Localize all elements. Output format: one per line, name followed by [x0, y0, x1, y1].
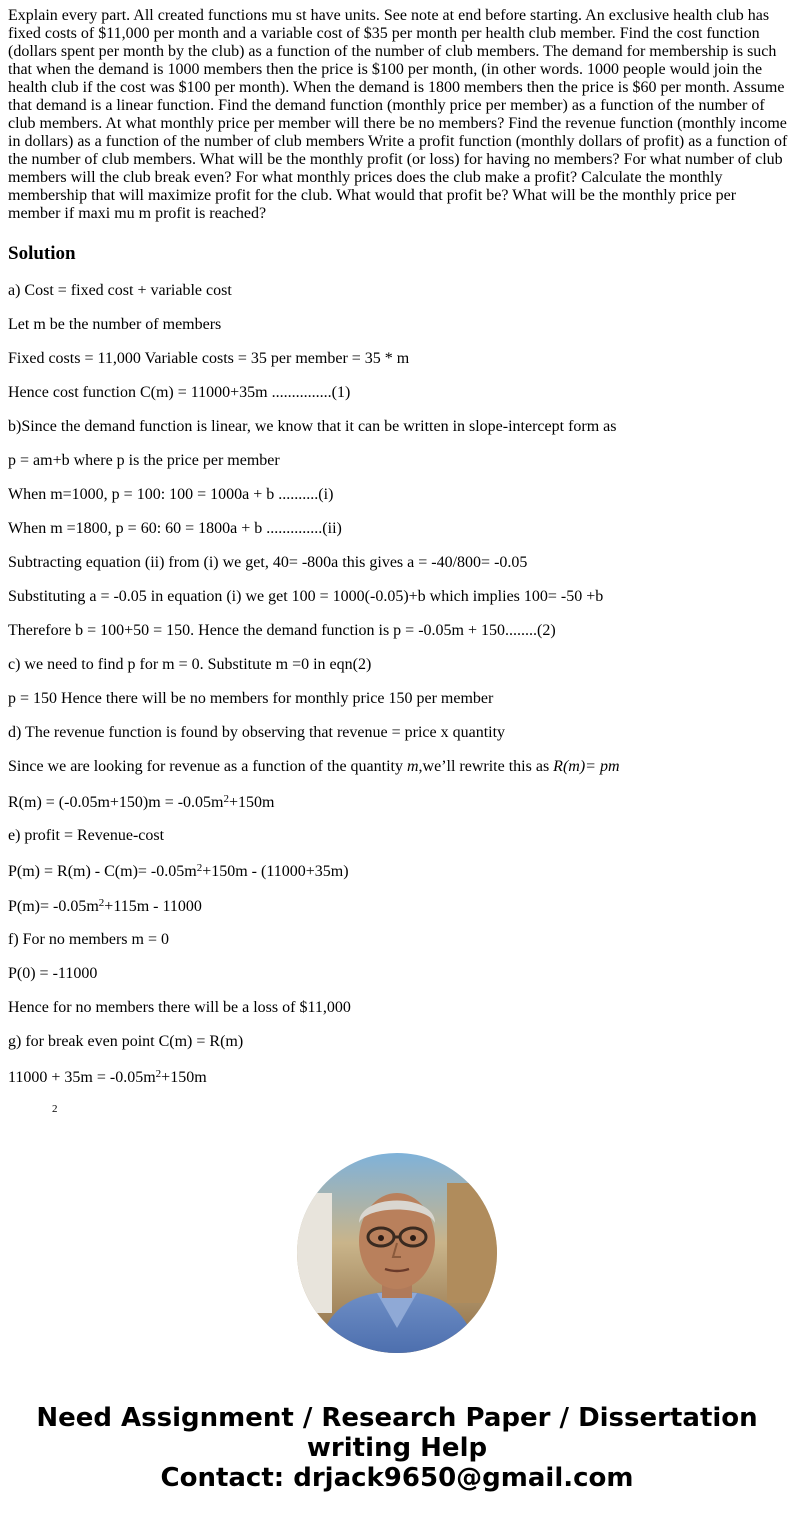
- line-text: Since we are looking for revenue as a function of the quantity: [8, 758, 407, 775]
- solution-line: e) profit = Revenue-cost: [8, 827, 165, 844]
- solution-heading: Solution: [8, 243, 76, 264]
- solution-line: f) For no members m = 0: [8, 931, 169, 948]
- author-avatar: [297, 1153, 497, 1353]
- italic-variable: m: [406, 758, 419, 775]
- line-text: +115m - 11000: [104, 898, 202, 915]
- superscript: 2: [98, 897, 105, 909]
- italic-formula: R(m)= pm: [553, 758, 620, 775]
- line-text: +150m: [161, 1069, 207, 1086]
- solution-line: Therefore b = 100+50 = 150. Hence the demand function is p = -0.05m + 150........(2): [8, 622, 556, 639]
- solution-line-cutoff: [8, 1102, 788, 1123]
- superscript: 2: [52, 1103, 58, 1115]
- solution-line: [8, 896, 788, 917]
- banner-line: writing Help: [306, 1433, 488, 1463]
- banner-contact-line: Contact: drjack9650@gmail.com: [160, 1463, 634, 1493]
- line-text: 11000 + 35m = -0.05m: [8, 1069, 156, 1086]
- solution-line: Hence for no members there will be a loss of $11,000: [8, 999, 351, 1016]
- solution-line: When m=1000, p = 100: 100 = 1000a + b ..........(i): [8, 486, 334, 503]
- solution-line: g) for break even point C(m) = R(m): [8, 1033, 244, 1050]
- line-text: P(m) = R(m) - C(m)= -0.05m: [8, 863, 197, 880]
- solution-line: [8, 861, 788, 882]
- solution-line: p = am+b where p is the price per member: [8, 452, 280, 469]
- superscript: 2: [196, 862, 203, 874]
- solution-line: b)Since the demand function is linear, we know that it can be written in slope-intercept form as: [8, 418, 617, 435]
- solution-line: a) Cost = fixed cost + variable cost: [8, 282, 232, 299]
- solution-line: c) we need to find p for m = 0. Substitute m =0 in eqn(2): [8, 656, 372, 673]
- solution-line: [8, 1067, 788, 1088]
- author-photo-icon: [297, 1153, 497, 1353]
- solution-line: Fixed costs = 11,000 Variable costs = 35 per member = 35 * m: [8, 350, 410, 367]
- contact-banner: [0, 1403, 794, 1493]
- solution-line: d) The revenue function is found by observing that revenue = price x quantity: [8, 724, 506, 741]
- solution-line: Hence cost function C(m) = 11000+35m ...............(1): [8, 384, 351, 401]
- solution-line: [8, 758, 788, 776]
- solution-line: When m =1800, p = 60: 60 = 1800a + b ..............(ii): [8, 520, 342, 537]
- solution-line: P(0) = -11000: [8, 965, 98, 982]
- line-text: P(m)= -0.05m: [8, 898, 99, 915]
- question-text: Explain every part. All created functions mu st have units. See note at end before starting. An exclusive health club has fixed costs of $11,000 per month and a variable cost of $35 per month per health club member. Find the cost function (dollars spent per month by the club) as a function of the number of club members. The demand for membership is such that when the demand is 1000 members then the price is $100 per month, (in other words. 1000 people would join the health club if the cost was $100 per month). When the demand is 1800 members then the price is $60 per month. Assume that demand is a linear function. Find the demand function (monthly price per member) as a function of the number of club members. At what monthly price per member will there be no members? Find the revenue function (monthly income in dollars) as a function of the number of club members Write a profit function (monthly dollars of profit) as a function of the number of club members. What will be the monthly profit (or loss) for having no members? For what number of club members will the club break even? For what monthly prices does the club make a profit? Calculate the monthly membership that will maximize profit for the club. What would that profit be? What will be the monthly price per member if maxi mu m profit is reached?: [8, 7, 788, 222]
- line-text: +150m - (11000+35m): [202, 863, 349, 880]
- line-text: +150m: [229, 794, 275, 811]
- solution-line: p = 150 Hence there will be no members for monthly price 150 per member: [8, 690, 494, 707]
- line-text: R(m) = (-0.05m+150)m = -0.05m: [8, 794, 224, 811]
- solution-body: [8, 282, 788, 1124]
- solution-line: Substituting a = -0.05 in equation (i) we get 100 = 1000(-0.05)+b which implies 100= -50 +b: [8, 588, 604, 605]
- line-text: ,we’ll rewrite this as: [418, 758, 554, 775]
- solution-line: Let m be the number of members: [8, 316, 222, 333]
- solution-line: Subtracting equation (ii) from (i) we get, 40= -800a this gives a = -40/800= -0.05: [8, 554, 528, 571]
- superscript: 2: [155, 1068, 162, 1080]
- banner-line: Need Assignment / Research Paper / Dissertation: [36, 1403, 758, 1433]
- solution-line: [8, 792, 788, 813]
- superscript: 2: [223, 793, 229, 805]
